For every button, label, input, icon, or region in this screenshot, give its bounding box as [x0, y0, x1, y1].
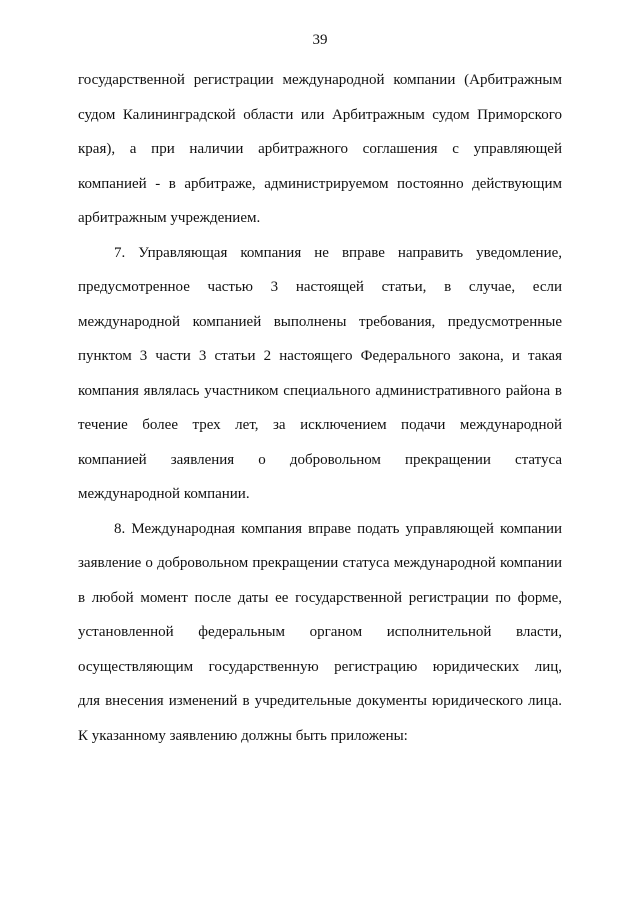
text-line: международной компании. — [78, 486, 250, 502]
text-line: течение более трех лет, за исключением подачи международной — [78, 417, 562, 433]
text-line: международной компанией выполнены требования, предусмотренные — [78, 313, 562, 330]
text-line: компанией заявления о добровольном прекращении статуса — [78, 451, 562, 468]
text-line: компания являлась участником специального административного района в — [78, 382, 562, 399]
text-line: 8. Международная компания вправе подать управляющей компании — [114, 520, 562, 537]
page-number: 39 — [312, 32, 328, 48]
text-line: в любой момент после даты ее государственной регистрации по форме, — [78, 589, 562, 606]
paragraph-item-8 — [78, 512, 562, 754]
text-line: К указанному заявлению должны быть приложены: — [78, 727, 408, 744]
text-line: арбитражным учреждением. — [78, 210, 261, 226]
text-line: заявление о добровольном прекращении статуса международной компании — [78, 555, 562, 571]
text-line: предусмотренное частью 3 настоящей статьи, в случае, если — [78, 279, 562, 295]
text-line: для внесения изменений в учредительные документы юридического лица. — [78, 693, 562, 709]
text-line: осуществляющим государственную регистрацию юридических лиц, — [78, 658, 562, 675]
text-line: 7. Управляющая компания не вправе направить уведомление, — [114, 244, 562, 261]
text-line: пунктом 3 части 3 статьи 2 настоящего Федерального закона, и такая — [78, 348, 562, 364]
text-line: государственной регистрации международной компании (Арбитражным — [78, 72, 562, 88]
document-body — [78, 63, 562, 753]
paragraph-item-7 — [78, 236, 562, 512]
text-line: компанией - в арбитраже, администрируемом постоянно действующим — [78, 175, 562, 192]
text-line: края), а при наличии арбитражного соглашения с управляющей — [78, 141, 562, 157]
text-line: судом Калининградской области или Арбитражным судом Приморского — [78, 106, 562, 123]
paragraph-continuation — [78, 63, 562, 236]
text-line: установленной федеральным органом исполнительной власти, — [78, 624, 562, 640]
